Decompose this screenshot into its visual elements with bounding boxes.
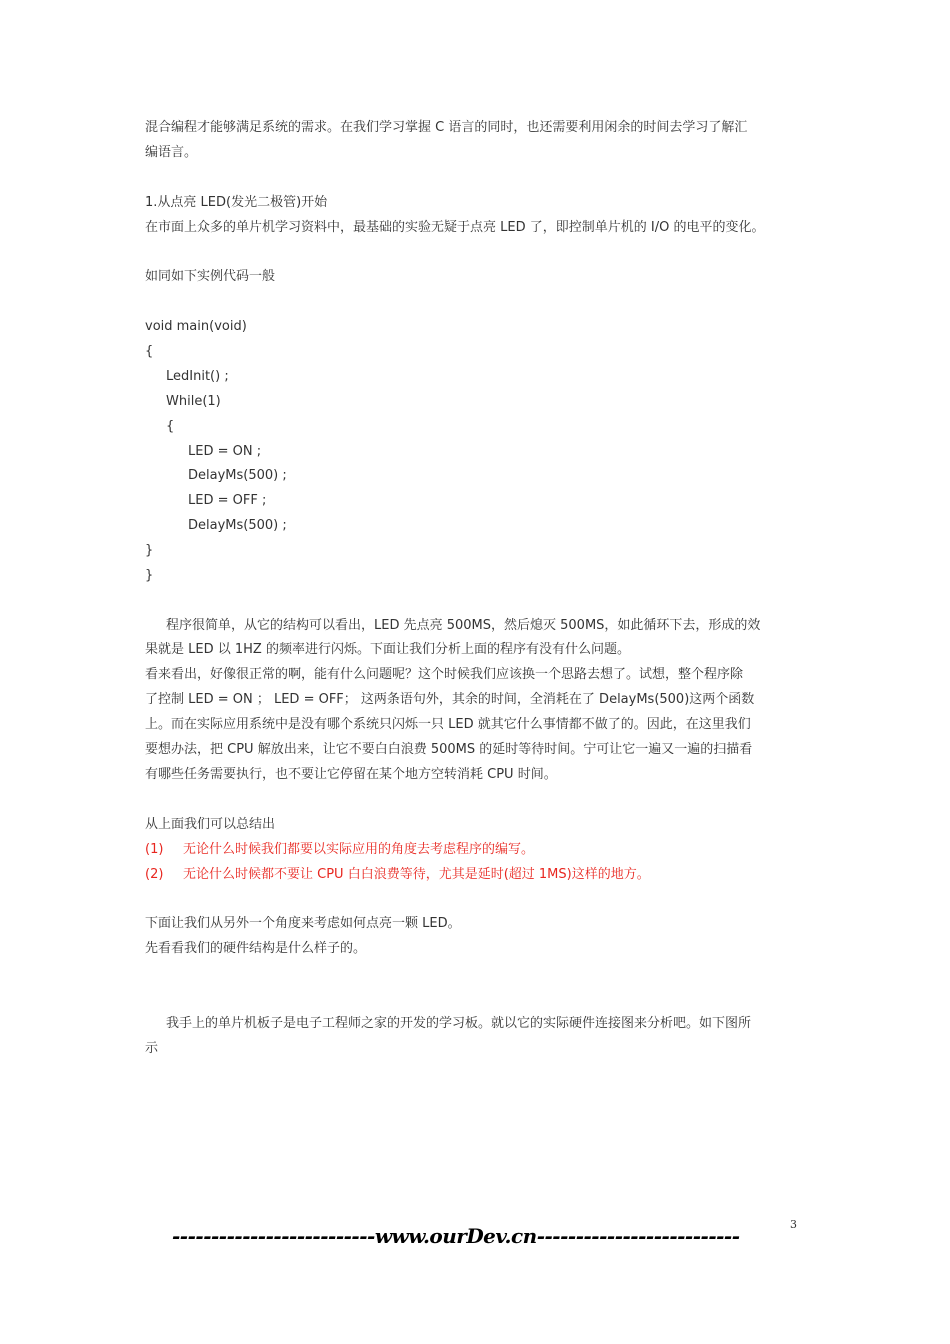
paragraph-line: 示 xyxy=(145,1041,159,1056)
paragraph-line: 看来看出，好像很正常的啊，能有什么问题呢？这个时候我们应该换一个思路去想了。试想，整个程序除 xyxy=(145,667,744,682)
paragraph-line: 先看看我们的硬件结构是什么样子的。 xyxy=(145,941,367,956)
list-item xyxy=(145,841,534,859)
paragraph-line: 有哪些任务需要执行，也不要让它停留在某个地方空转消耗 CPU 时间。 xyxy=(145,767,557,782)
list-item-number: (2) xyxy=(145,867,164,882)
paragraph-line: 我手上的单片机板子是电子工程师之家的开发的学习板。就以它的实际硬件连接图来分析吧。如下图所 xyxy=(166,1016,752,1031)
page-number: 3 xyxy=(790,1218,797,1231)
code-line: } xyxy=(145,543,154,558)
section-heading: 1.从点亮 LED(发光二极管)开始 xyxy=(145,195,328,210)
paragraph-line: 要想办法，把 CPU 解放出来，让它不要白白浪费 500MS 的延时等待时间。宁可让它一遍又一遍的扫描看 xyxy=(145,742,753,757)
code-line: } xyxy=(145,568,154,583)
paragraph-line: 果就是 LED 以 1HZ 的频率进行闪烁。下面让我们分析上面的程序有没有什么问题。 xyxy=(145,642,630,657)
list-item xyxy=(145,866,650,884)
paragraph-line: 下面让我们从另外一个角度来考虑如何点亮一颗 LED。 xyxy=(145,916,461,931)
code-line: { xyxy=(145,344,154,359)
code-line: LedInit() ; xyxy=(166,369,229,384)
paragraph-line: 如同如下实例代码一般 xyxy=(145,269,276,284)
list-item-text: 无论什么时候都不要让 CPU 白白浪费等待，尤其是延时(超过 1MS)这样的地方。 xyxy=(183,867,650,882)
code-line: While(1) xyxy=(166,394,221,409)
code-line: { xyxy=(166,419,175,434)
code-line: LED = OFF ; xyxy=(188,493,267,508)
list-item-text: 无论什么时候我们都要以实际应用的角度去考虑程序的编写。 xyxy=(183,842,535,857)
paragraph-line: 上。而在实际应用系统中是没有哪个系统只闪烁一只 LED 就其它什么事情都不做了的。因此，在这里我们 xyxy=(145,717,751,732)
code-line: void main(void) xyxy=(145,319,247,334)
code-line: DelayMs(500) ; xyxy=(188,468,287,483)
code-line: DelayMs(500) ; xyxy=(188,518,287,533)
code-line: LED = ON ; xyxy=(188,444,262,459)
paragraph-line: 程序很简单，从它的结构可以看出，LED 先点亮 500MS，然后熄灭 500MS，如此循环下去，形成的效 xyxy=(166,618,761,633)
paragraph-line: 在市面上众多的单片机学习资料中，最基础的实验无疑于点亮 LED 了，即控制单片机的 I/O 的电平的变化。 xyxy=(145,220,765,235)
list-item-number: (1) xyxy=(145,842,164,857)
paragraph-line: 从上面我们可以总结出 xyxy=(145,817,276,832)
footer-watermark: --------------------------www.ourDev.cn-------------------------- xyxy=(172,1224,740,1248)
paragraph-line: 了控制 LED = ON ； LED = OFF； 这两条语句外，其余的时间，全消耗在了 DelayMs(500)这两个函数 xyxy=(145,692,755,707)
paragraph-line: 编语言。 xyxy=(145,145,198,160)
paragraph-line: 混合编程才能够满足系统的需求。在我们学习掌握 C 语言的同时，也还需要利用闲余的时间去学习了解汇 xyxy=(145,120,748,135)
